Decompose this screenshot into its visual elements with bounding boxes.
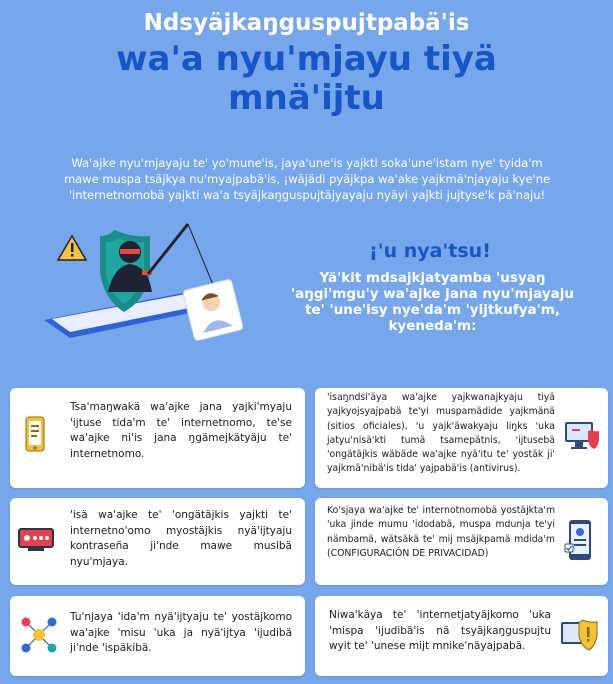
tip-card-5-text: Tu'njaya 'ida'm nyä'ijtyaju te' yostäjkomo wa'ajke 'misu 'uka ja nyä'ijtya 'ijudibä ji'nde 'ispäkibä.	[70, 611, 292, 654]
tip-card-6-text: Niwa'käya te' 'internetjatyäjkomo 'uka 'mispa 'ijudibä'is nä tsyäjkaŋguspujtu wyit te' 'unese mijt mnike'näyajpabä.	[329, 609, 551, 652]
intro-paragraph: Wa'ajke nyu'mjayaju te' yo'mune'is, jaya'une'is yajkti soka'une'istam nye' tyida'm mawe muspa tsäjkya nu'myajpabä'is, ¡wäjädi pyäjkpa wa'ake yajkmä'njayaju kye'ne 'internetnomobä yajkti wa'a tsyäjkaŋguspujtäjyayaju nyäyi yajkti jujtyse'k pä'naju!	[63, 156, 551, 202]
tip-card-2	[315, 388, 608, 488]
tips-subtitle: Yä'kit mdsajkjatyamba 'usyaŋ 'aŋgi'mgu'y wa'ajke jana nyu'mjayaju te' 'une'isy nye'da'm 'yijtkufya'm, kyeneda'm:	[290, 270, 575, 334]
password-icon	[16, 524, 56, 554]
tips-title: ¡'u nya'tsu!	[369, 240, 491, 262]
monitor-shield-icon	[563, 418, 601, 454]
tip-card-6	[315, 596, 608, 676]
phishing-illustration-icon	[38, 222, 268, 342]
phone-privacy-settings-icon	[563, 518, 597, 564]
people-network-icon	[18, 614, 60, 656]
title-top: Ndsyäjkaŋguspujtpabä'is	[143, 10, 470, 36]
tip-card-4	[315, 498, 608, 585]
tip-card-3-text: 'isä wa'ajke te' 'ongätäjkis yajkti te' internetno'omo myostäjkis nyä'ijtyaju kontraseña ji'nde mawe musibä nyu'mjaya.	[70, 509, 292, 568]
shield-alert-icon	[559, 612, 601, 656]
title-main: wa'a nyu'mjayu tiyä mnä'ijtu	[116, 39, 497, 118]
tip-card-5	[10, 596, 305, 676]
tip-card-3	[10, 498, 305, 585]
tip-card-2-text: 'isaŋndsi'äya wa'ajke yajkwanajkyaju tiyä yajkyojsyajpabä te'yi muspamädide yajkmänä (sitios oficiales), 'u yajk'äwakyaju liŋks 'uka jatyu'nisä'kti tumä tsamepätnis, 'ijtusebä 'ongätäjkis wäbäde wa'ajke nyä'itu te' yostäk ji' yajkmä'nibä'is tida' yajpabä'is (antivirus).	[327, 392, 555, 475]
tip-card-1	[10, 388, 305, 488]
mobile-phone-icon	[20, 416, 50, 460]
tip-card-1-text: Tsa'maŋwakä wa'ajke jana yajki'myaju 'ijtuse tida'm te' internetnomo, te'se wa'ajke ni'is jana ŋgämejkätyäju te' internetnomo.	[70, 401, 292, 460]
tip-card-4-text: Ko'sjaya wa'ajke te' internotnomobä yostäjkta'm 'uka jinde mumu 'idodabä, muspa mdunja te'yi nämbamä, wätsäkä te' mij msäjkpamä mdida'm (CONFIGURACIÓN DE PRIVACIDAD)	[327, 505, 555, 559]
